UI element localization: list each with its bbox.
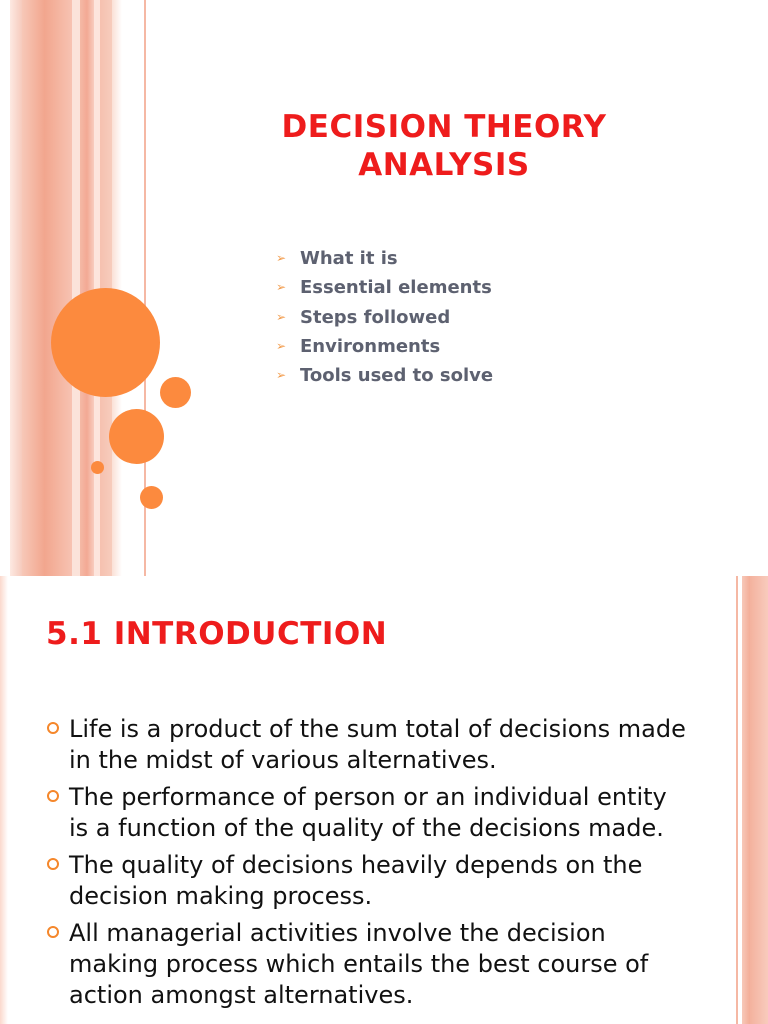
- topic-list: [276, 248, 493, 394]
- decorative-bar: [750, 576, 768, 1024]
- intro-bullet-list: [46, 714, 686, 1017]
- list-item-label: Steps followed: [300, 306, 451, 328]
- decorative-bar: [72, 0, 80, 576]
- arrow-bullet-icon: ➢: [276, 251, 287, 265]
- decorative-circle: [140, 486, 163, 509]
- list-item-label: Environments: [300, 335, 441, 357]
- list-item-text: All managerial activities involve the decision making process which entails the best course of action amongst alternatives.: [69, 919, 649, 1009]
- list-item: [276, 307, 493, 336]
- decorative-circle: [91, 461, 104, 474]
- decorative-bar: [80, 0, 94, 576]
- list-item: [46, 714, 686, 776]
- list-item: [276, 248, 493, 277]
- introduction-slide: [0, 576, 768, 1024]
- slide-title: [220, 108, 668, 184]
- list-item-text: The performance of person or an individual entity is a function of the quality of the decisions made.: [69, 783, 667, 842]
- decorative-circle-large: [51, 288, 160, 397]
- decorative-circle: [160, 377, 191, 408]
- list-item-text: The quality of decisions heavily depends on the decision making process.: [69, 851, 643, 910]
- section-heading: 5.1 INTRODUCTION: [46, 616, 388, 652]
- list-item-label: Tools used to solve: [300, 365, 494, 387]
- ring-bullet-icon: [47, 858, 59, 870]
- divider-line: [736, 576, 738, 1024]
- decorative-bar: [22, 0, 72, 576]
- arrow-bullet-icon: ➢: [276, 280, 287, 295]
- list-item: [276, 336, 493, 365]
- decorative-bar: [0, 576, 8, 1024]
- list-item-label: Essential elements: [300, 277, 492, 299]
- slide-title-line-2: ANALYSIS: [358, 147, 530, 183]
- list-item: [46, 782, 686, 844]
- arrow-bullet-icon: ➢: [276, 309, 287, 324]
- list-item: [276, 277, 493, 306]
- list-item: [46, 850, 686, 912]
- arrow-bullet-icon: ➢: [276, 338, 287, 353]
- list-item-text: Life is a product of the sum total of decisions made in the midst of various alternatives.: [69, 715, 686, 774]
- list-item: [276, 365, 493, 394]
- list-item: [46, 918, 686, 1011]
- ring-bullet-icon: [47, 790, 59, 802]
- ring-bullet-icon: [47, 926, 59, 938]
- decorative-bar: [742, 576, 750, 1024]
- decorative-bar: [10, 0, 22, 576]
- arrow-bullet-icon: ➢: [276, 368, 287, 383]
- slide-title-line-1: DECISION THEORY: [281, 109, 607, 145]
- list-item-label: What it is: [300, 248, 398, 269]
- decorative-circle: [109, 409, 164, 464]
- ring-bullet-icon: [47, 722, 59, 734]
